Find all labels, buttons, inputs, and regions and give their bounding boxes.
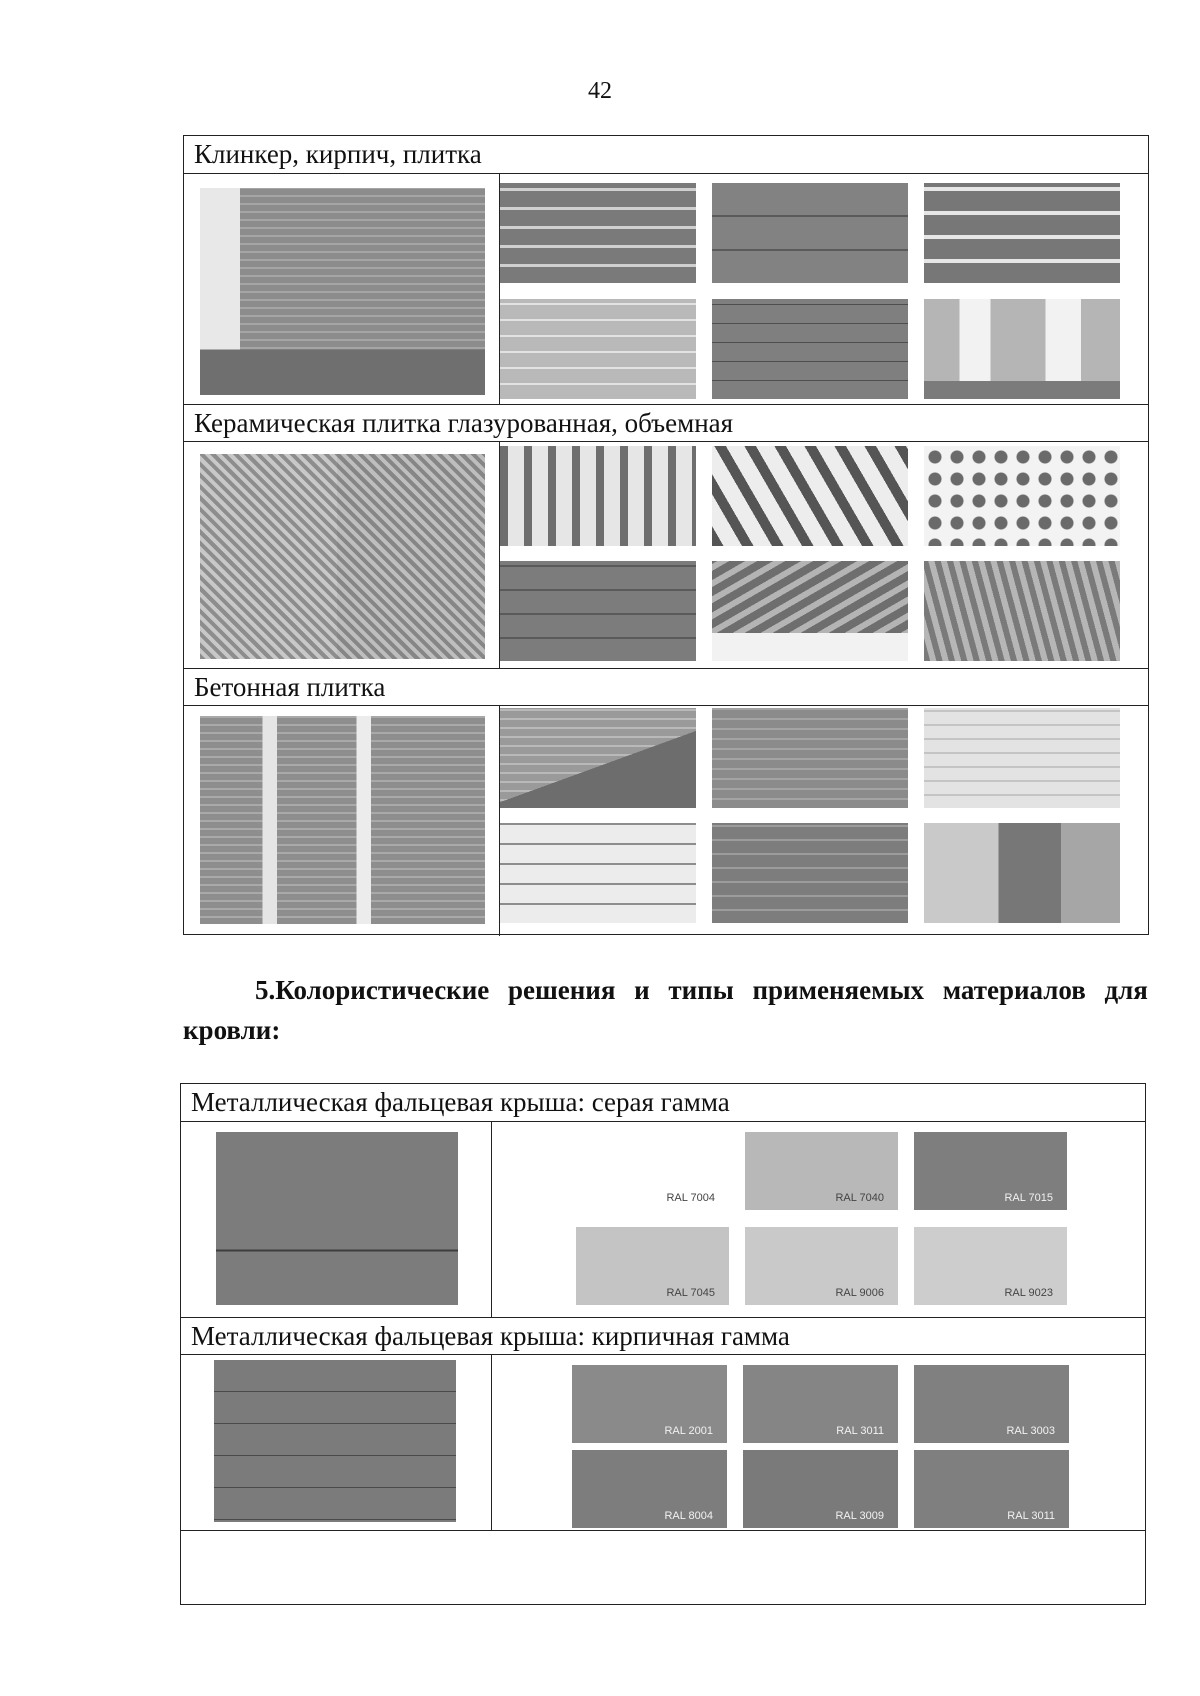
heading-word: и	[634, 975, 650, 1005]
ceramic-tile-sample-photo	[712, 446, 908, 546]
clinker-tile-sample-photo	[500, 299, 696, 399]
brick-roof-preview	[214, 1360, 456, 1522]
row-title-concrete: Бетонная плитка	[184, 668, 1148, 706]
color-swatch	[576, 1132, 729, 1210]
color-swatch	[572, 1450, 727, 1528]
color-swatch	[743, 1450, 898, 1528]
roofing-colors-table	[180, 1083, 1146, 1605]
color-swatch	[572, 1365, 727, 1443]
row-title-ceramic: Керамическая плитка глазурованная, объемная	[184, 404, 1148, 442]
concrete-tile-sample-photo	[712, 708, 908, 808]
color-swatch	[914, 1365, 1069, 1443]
heading-word: решения	[507, 975, 616, 1005]
grey-roof-preview	[216, 1132, 458, 1305]
swatch-label: RAL 7045	[666, 1287, 715, 1299]
swatch-label: RAL 3009	[835, 1510, 884, 1522]
color-swatch	[745, 1227, 898, 1305]
page-number: 42	[588, 78, 612, 104]
ceramic-tile-sample-photo	[712, 561, 908, 661]
clinker-brick-sample-photo	[712, 183, 908, 283]
ceramic-tile-sample-photo	[500, 446, 696, 546]
column-divider	[491, 1122, 492, 1317]
clinker-building-photo	[200, 188, 485, 395]
heading-word: материалов	[942, 975, 1086, 1005]
concrete-tile-sample-photo	[924, 708, 1120, 808]
concrete-tile-sample-photo	[712, 823, 908, 923]
heading-word: применяемых	[752, 975, 925, 1005]
swatch-label: RAL 7015	[1004, 1192, 1053, 1204]
concrete-tile-sample-photo	[500, 708, 696, 808]
ceramic-tile-sample-photo	[500, 561, 696, 661]
heading-word: для	[1104, 975, 1148, 1005]
ceramic-facade-photo	[200, 454, 485, 659]
facade-materials-table	[183, 135, 1149, 935]
swatch-label: RAL 7040	[835, 1192, 884, 1204]
color-swatch	[743, 1365, 898, 1443]
color-swatch	[745, 1132, 898, 1210]
clinker-brick-sample-photo	[500, 183, 696, 283]
color-swatch	[914, 1132, 1067, 1210]
row-title-clinker: Клинкер, кирпич, плитка	[184, 136, 1148, 174]
swatch-label: RAL 3011	[1007, 1510, 1055, 1522]
clinker-tile-sample-photo	[712, 299, 908, 399]
swatch-label: RAL 7004	[666, 1192, 715, 1204]
swatch-label: RAL 2001	[664, 1425, 713, 1437]
empty-row-divider	[181, 1530, 1145, 1531]
swatch-label: RAL 9006	[835, 1287, 884, 1299]
section-heading	[183, 970, 1148, 1050]
concrete-building-photo	[200, 716, 485, 924]
heading-line-2: кровли:	[183, 1015, 281, 1045]
ceramic-tile-sample-photo	[924, 561, 1120, 661]
color-swatch	[914, 1450, 1069, 1528]
swatch-label: RAL 3011	[836, 1425, 884, 1437]
heading-word: 5.Колористические	[255, 975, 490, 1005]
concrete-tile-sample-photo	[500, 823, 696, 923]
concrete-facade-corner-photo	[924, 823, 1120, 923]
clinker-facade-window-photo	[924, 299, 1120, 399]
color-swatch	[576, 1227, 729, 1305]
row-title-brick-roof: Металлическая фальцевая крыша: кирпичная гамма	[181, 1317, 1145, 1355]
swatch-label: RAL 8004	[664, 1510, 713, 1522]
swatch-label: RAL 9023	[1004, 1287, 1053, 1299]
clinker-brick-sample-photo	[924, 183, 1120, 283]
ceramic-tile-sample-photo	[924, 446, 1120, 546]
heading-word: типы	[668, 975, 734, 1005]
color-swatch	[914, 1227, 1067, 1305]
row-title-grey-roof: Металлическая фальцевая крыша: серая гамма	[181, 1084, 1145, 1122]
swatch-label: RAL 3003	[1006, 1425, 1055, 1437]
column-divider	[491, 1355, 492, 1530]
